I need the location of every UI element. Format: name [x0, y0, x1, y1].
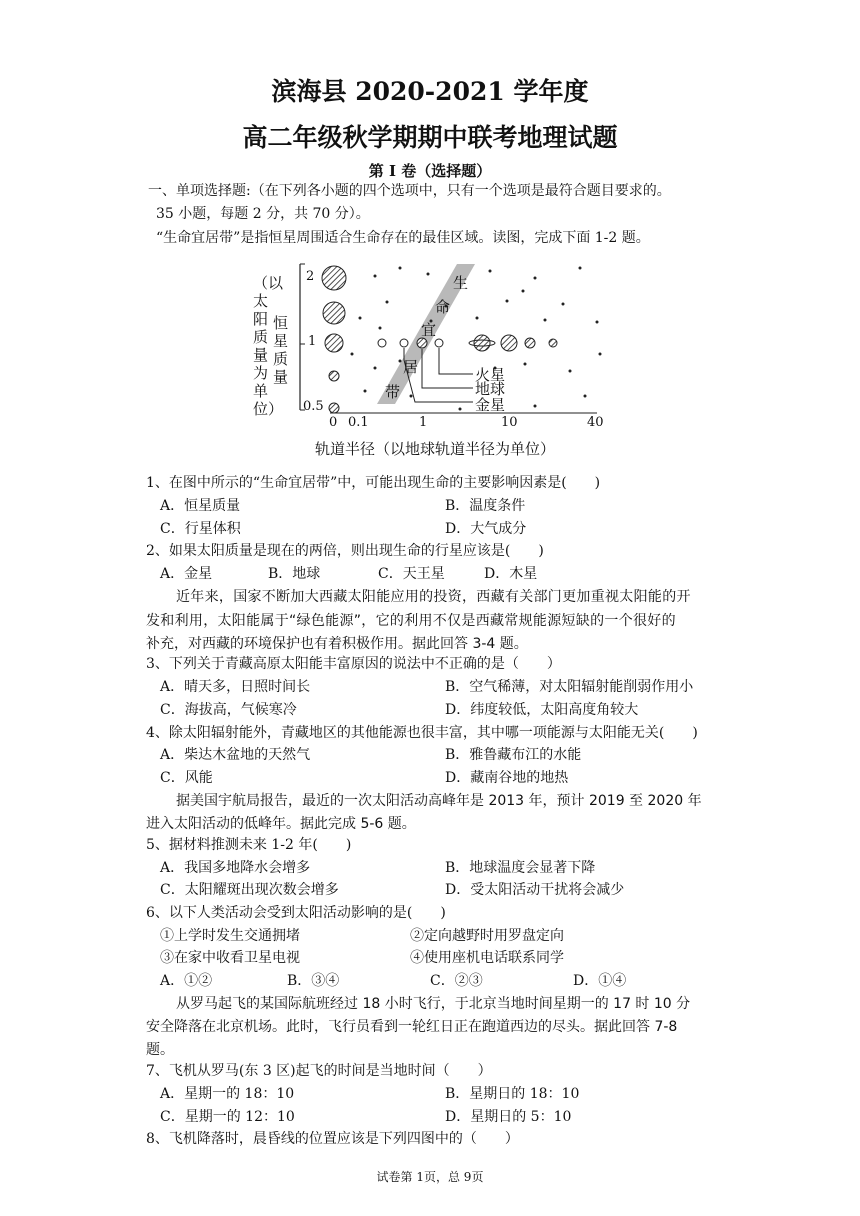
q7-option-d: D．星期日的 5：10 — [445, 1109, 572, 1125]
y-axis-outer-label: （以太阳质量为单位） — [253, 274, 284, 418]
habitable-zone-figure — [245, 256, 625, 456]
star — [329, 371, 339, 381]
q6-option-c: C．②③ — [430, 973, 483, 989]
q1-option-a: A．恒星质量 — [160, 498, 241, 514]
title-line2: 高二年级秋学期期中联考地理试题 — [242, 123, 618, 152]
passage2-line1: 近年来，国家不断加大西藏太阳能应用的投资，西藏有关部门更加重视太阳能的开 — [176, 589, 691, 605]
planet — [549, 339, 557, 347]
sun-star — [325, 334, 343, 352]
title-line1: 滨海县 2020-2021 学年度 — [271, 77, 589, 106]
passage4-line2: 安全降落在北京机场。此时，飞行员看到一轮红日正在跑道西边的尽头。据此回答 7-8 — [146, 1019, 678, 1035]
q6-item-2: ②定向越野时用罗盘定向 — [410, 928, 564, 944]
q3-option-c: C．海拔高，气候寒冷 — [160, 702, 297, 718]
q2-option-c: C．天王星 — [378, 566, 445, 582]
passage4-line1: 从罗马起飞的某国际航班经过 18 小时飞行，于北京当地时间星期一的 17 时 10 分 — [176, 996, 691, 1012]
q4-option-c: C．风能 — [160, 770, 213, 786]
q4-option-b: B．雅鲁藏布江的水能 — [445, 747, 582, 763]
planet-mars — [435, 339, 443, 347]
planet-venus — [400, 339, 408, 347]
q7-option-c: C．星期一的 12：10 — [160, 1109, 295, 1125]
passage3-line1: 据美国宇航局报告，最近的一次太阳活动高峰年是 2013 年，预计 2019 至 2020 年 — [176, 793, 702, 809]
instruction-line1: 一、单项选择题:（在下列各小题的四个选项中，只有一个选项是最符合题目要求的。 — [148, 183, 671, 199]
planet-saturn — [501, 335, 517, 351]
star — [323, 302, 345, 324]
habitable-zone-diagram — [245, 256, 625, 456]
q5-stem: 5、据材料推测未来 1-2 年( ) — [146, 837, 352, 853]
q4-option-a: A．柴达木盆地的天然气 — [160, 747, 311, 763]
q3-stem: 3、下列关于青藏高原太阳能丰富原因的说法中不正确的是（ ） — [146, 656, 561, 672]
x-tick-10: 10 — [501, 415, 518, 430]
q4-stem: 4、除太阳辐射能外，青藏地区的其他能源也很丰富，其中哪一项能源与太阳能无关( ) — [146, 725, 698, 741]
band-char: 居 — [403, 358, 419, 376]
star-mass-0-5 — [329, 403, 339, 413]
x-tick-40: 40 — [587, 415, 604, 430]
q6-option-b: B．③④ — [287, 973, 340, 989]
passage3-line2: 进入太阳活动的低峰年。据此完成 5-6 题。 — [146, 816, 416, 832]
q1-option-b: B．温度条件 — [445, 498, 526, 514]
band-char: 命 — [435, 298, 451, 316]
q6-item-1: ①上学时发生交通拥堵 — [160, 928, 300, 944]
q3-option-a: A．晴天多，日照时间长 — [160, 679, 311, 695]
q6-item-3: ③在家中收看卫星电视 — [160, 950, 300, 966]
section-title: 第 I 卷（选择题） — [368, 162, 492, 180]
y-axis-inner-label: 恒星质量 — [273, 314, 289, 386]
leader-earth — [422, 349, 473, 388]
label-venus: 金星 — [475, 396, 506, 414]
label-earth: 地球 — [475, 380, 506, 398]
band-char: 生 — [453, 274, 469, 292]
q5-option-b: B．地球温度会显著下降 — [445, 860, 596, 876]
q5-option-a: A．我国多地降水会增多 — [160, 860, 311, 876]
passage4-line3: 题。 — [146, 1042, 174, 1058]
q2-option-b: B．地球 — [268, 566, 321, 582]
planet-jupiter — [474, 335, 490, 351]
q1-stem: 1、在图中所示的“生命宜居带”中，可能出现生命的主要影响因素是( ) — [146, 475, 601, 491]
label-mars: 火星 — [475, 366, 506, 384]
y-tick-0-5: 0.5 — [303, 399, 324, 414]
band-char: 带 — [385, 383, 401, 401]
x-tick-1: 1 — [419, 415, 428, 430]
q7-option-b: B．星期日的 18：10 — [445, 1086, 580, 1102]
planet — [378, 339, 386, 347]
x-tick-0-1: 0.1 — [348, 415, 369, 430]
q3-option-d: D．纬度较低，太阳高度角较大 — [445, 702, 639, 718]
q6-stem: 6、以下人类活动会受到太阳活动影响的是( ) — [146, 905, 446, 921]
passage2-line3: 补充，对西藏的环境保护也有着积极作用。据此回答 3-4 题。 — [146, 636, 528, 652]
x-axis-label: 轨道半径（以地球轨道半径为单位） — [314, 440, 555, 458]
q2-option-d: D．木星 — [484, 566, 538, 582]
q6-option-d: D．①④ — [573, 973, 627, 989]
star-mass-2 — [322, 266, 346, 290]
q8-stem: 8、飞机降落时，晨昏线的位置应该是下列四图中的（ ） — [146, 1131, 519, 1147]
q6-item-4: ④使用座机电话联系同学 — [410, 950, 564, 966]
q5-option-d: D．受太阳活动干扰将会减少 — [445, 882, 625, 898]
instruction-line2: 35 小题，每题 2 分，共 70 分）。 — [156, 206, 370, 222]
q7-option-a: A．星期一的 18：10 — [160, 1086, 295, 1102]
q1-option-c: C．行星体积 — [160, 521, 241, 537]
q7-stem: 7、飞机从罗马(东 3 区)起飞的时间是当地时间（ ） — [146, 1063, 492, 1079]
y-tick-2: 2 — [306, 269, 315, 284]
q4-option-d: D．藏南谷地的地热 — [445, 770, 569, 786]
q1-option-d: D．大气成分 — [445, 521, 527, 537]
q2-stem: 2、如果太阳质量是现在的两倍，则出现生命的行星应该是( ) — [146, 543, 544, 559]
leader-mars — [439, 348, 473, 374]
page-footer: 试卷第 1页，总 9页 — [376, 1170, 484, 1184]
q5-option-c: C．太阳耀斑出现次数会增多 — [160, 882, 339, 898]
y-tick-1: 1 — [308, 334, 317, 349]
x-tick-0: 0 — [329, 415, 338, 430]
passage2-line2: 发和利用，太阳能属于“绿色能源”，它的利用不仅是西藏常规能源短缺的一个很好的 — [146, 613, 676, 629]
planet — [525, 338, 535, 348]
band-char: 宜 — [421, 321, 437, 339]
q6-option-a: A．①② — [160, 973, 213, 989]
q2-option-a: A．金星 — [160, 566, 213, 582]
q3-option-b: B．空气稀薄，对太阳辐射能削弱作用小 — [445, 679, 694, 695]
intro-q1-2: “生命宜居带”是指恒星周围适合生命存在的最佳区域。读图，完成下面 1-2 题。 — [156, 230, 650, 246]
